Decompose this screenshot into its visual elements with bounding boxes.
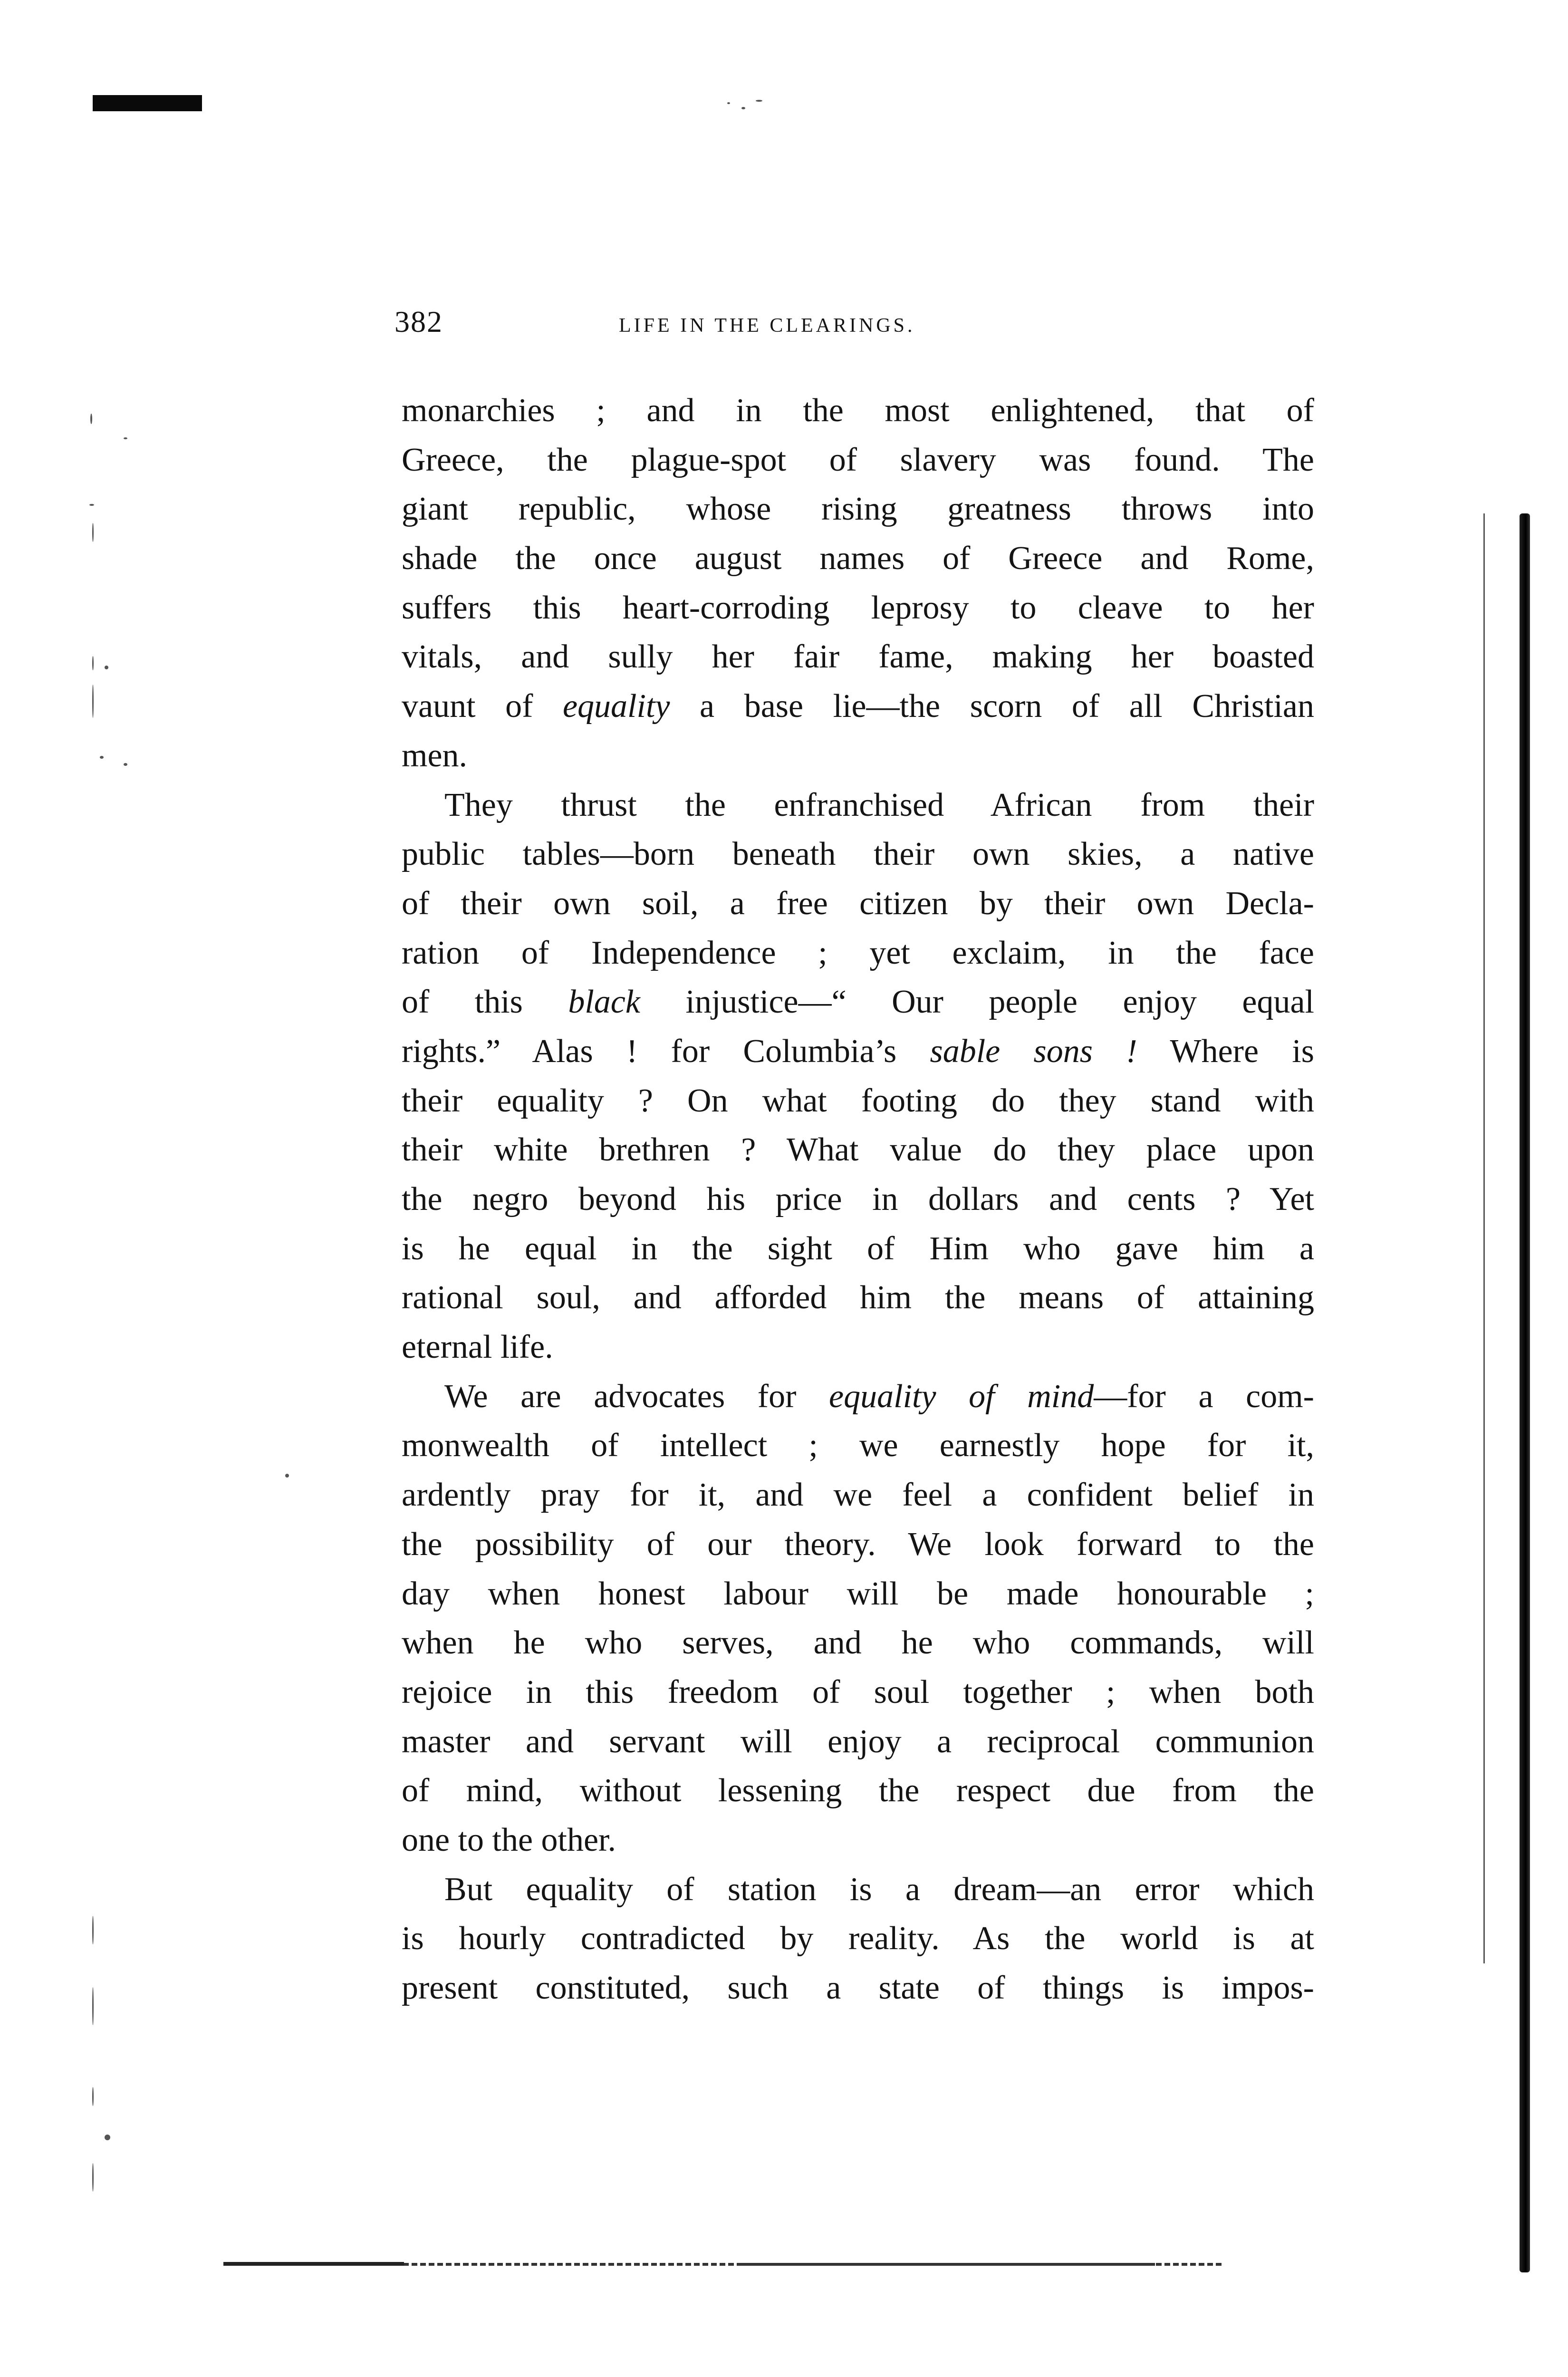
text-line: of their own soil, a free citizen by their own Decla- xyxy=(402,885,1314,922)
italic-text: black xyxy=(568,984,640,1021)
text-segment: We are advocates for xyxy=(444,1378,829,1415)
scan-corner-mark xyxy=(93,95,202,111)
running-head xyxy=(394,304,1336,347)
text-segment: vaunt of xyxy=(402,688,563,725)
text-line xyxy=(402,1027,1314,1076)
scan-bottom-rule-segment xyxy=(223,2262,404,2266)
text-line xyxy=(402,977,1314,1027)
text-line: ardently pray for it, and we feel a confident belief in xyxy=(402,1477,1314,1514)
text-line: suffers this heart-corroding leprosy to cleave to her xyxy=(402,589,1314,626)
page-number: 382 xyxy=(394,305,443,338)
text-line: monwealth of intellect ; we earnestly hope for it, xyxy=(402,1427,1314,1464)
text-line: is he equal in the sight of Him who gave him a xyxy=(402,1230,1314,1267)
text-line: present constituted, such a state of things is impos- xyxy=(402,1970,1314,2006)
text-line: Greece, the plague-spot of slavery was found. The xyxy=(402,441,1314,478)
text-line: They thrust the enfranchised African from their xyxy=(444,786,1314,823)
text-line: ration of Independence ; yet exclaim, in the face xyxy=(402,934,1314,971)
text-segment: of this xyxy=(402,984,568,1021)
scan-specks-top xyxy=(722,93,818,116)
text-line: rejoice in this freedom of soul together ; when both xyxy=(402,1673,1314,1710)
scan-edge-line xyxy=(1520,513,1530,2272)
text-line: shade the once august names of Greece and Rome, xyxy=(402,540,1314,577)
italic-text: sable sons ! xyxy=(930,1033,1137,1070)
text-line: eternal life. xyxy=(402,1329,553,1366)
text-line: master and servant will enjoy a reciprocal communion xyxy=(402,1723,1314,1760)
text-line: is hourly contradicted by reality. As the world is at xyxy=(402,1920,1314,1957)
text-segment: rights.” Alas ! for Columbia’s xyxy=(402,1033,930,1070)
text-line: day when honest labour will be made honourable ; xyxy=(402,1575,1314,1612)
text-line: their equality ? On what footing do they stand with xyxy=(402,1082,1314,1119)
text-line: one to the other. xyxy=(402,1821,616,1858)
body-text xyxy=(402,386,1314,2013)
text-segment: Where is xyxy=(1137,1033,1314,1070)
text-line: the possibility of our theory. We look forward to the xyxy=(402,1526,1314,1563)
scan-edge-line-thin xyxy=(1483,513,1485,1963)
text-line: giant republic, whose rising greatness throws into xyxy=(402,491,1314,528)
italic-text: equality xyxy=(562,688,670,725)
text-line: of mind, without lessening the respect due from the xyxy=(402,1772,1314,1809)
text-line: vitals, and sully her fair fame, making her boasted xyxy=(402,638,1314,676)
running-title: LIFE IN THE CLEARINGS. xyxy=(619,315,915,337)
scan-bottom-rule-segment xyxy=(737,2263,1155,2266)
text-line: their white brethren ? What value do they place upon xyxy=(402,1131,1314,1169)
text-line: public tables—born beneath their own skies, a native xyxy=(402,836,1314,873)
text-segment: —for a com- xyxy=(1094,1378,1314,1415)
text-segment: injustice—“ Our people enjoy equal xyxy=(640,984,1315,1021)
text-line xyxy=(402,1372,1314,1421)
text-line: monarchies ; and in the most enlightened, that of xyxy=(402,392,1314,429)
text-line: when he who serves, and he who commands, will xyxy=(402,1624,1314,1662)
text-line: the negro beyond his price in dollars and cents ? Yet xyxy=(402,1181,1314,1217)
text-line xyxy=(402,682,1314,731)
scan-specks-gutter xyxy=(86,409,190,2263)
italic-text: equality of mind xyxy=(829,1378,1094,1415)
text-line: rational soul, and afforded him the means of attaining xyxy=(402,1279,1314,1316)
text-line: But equality of station is a dream—an error which xyxy=(444,1871,1314,1908)
text-segment: a base lie—the scorn of all Christian xyxy=(670,688,1314,725)
text-line: men. xyxy=(402,737,468,774)
